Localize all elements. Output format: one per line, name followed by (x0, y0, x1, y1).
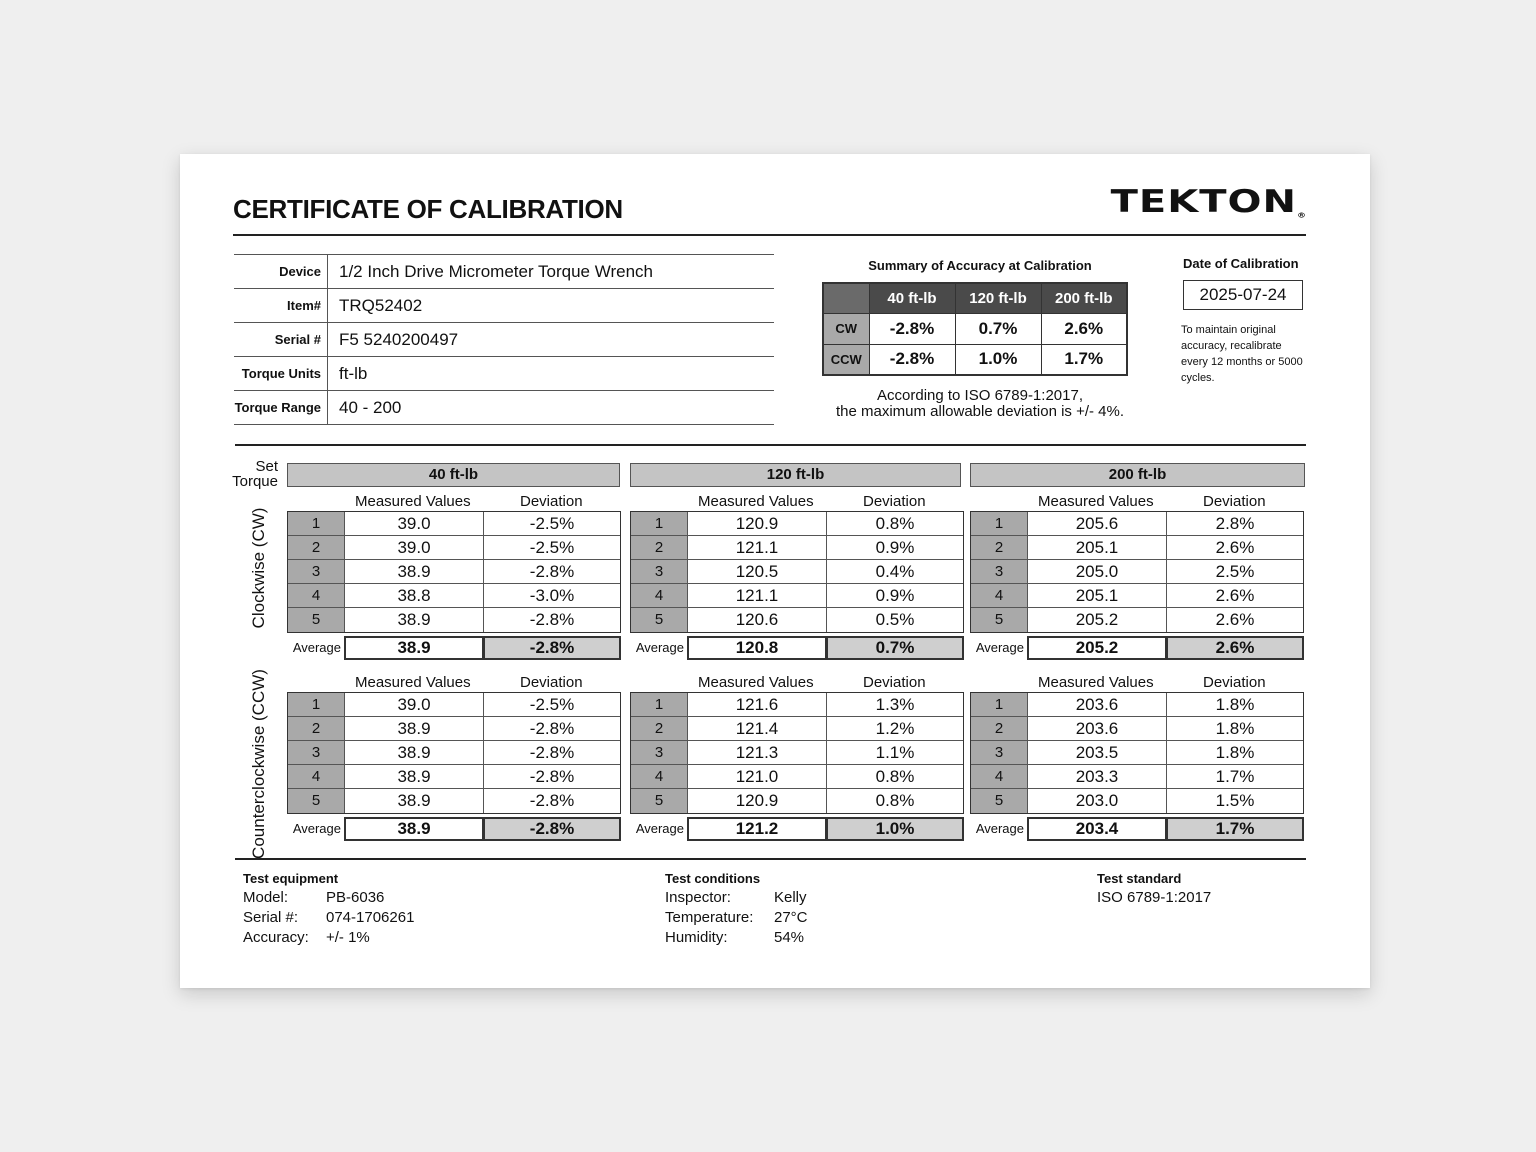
measured-value: 205.1 (1028, 536, 1167, 559)
deviation-value: -2.8% (529, 610, 575, 629)
deviation-value: 1.8% (1215, 719, 1255, 738)
measurement-row (631, 741, 963, 765)
row-index: 1 (971, 512, 1028, 535)
calibration-date-value: 2025-07-24 (1183, 280, 1303, 310)
set-torque-label (226, 459, 278, 489)
measured-value: 203.0 (1028, 789, 1167, 813)
measurement-row (288, 536, 620, 560)
average-value: 205.2 (1027, 636, 1167, 660)
average-value: 120.8 (687, 636, 827, 660)
row-index: 4 (288, 765, 345, 788)
average-row (630, 817, 964, 841)
info-value: TRQ52402 (339, 295, 423, 315)
deviation-value: 2.5% (1215, 562, 1255, 581)
summary-title: Summary of Accuracy at Calibration (868, 258, 1092, 273)
summary-row-ccw (823, 344, 1127, 375)
summary-value: -2.8% (869, 344, 955, 375)
measured-values-header: Measured Values (698, 493, 814, 510)
summary-value: 0.7% (955, 313, 1041, 344)
info-value: 40 - 200 (339, 397, 402, 417)
measurement-row (288, 584, 620, 608)
info-label: Device (234, 255, 328, 288)
average-deviation: -2.8% (483, 636, 621, 660)
measured-value: 205.1 (1028, 584, 1167, 607)
device-info-row (234, 357, 774, 391)
average-value: 121.2 (687, 817, 827, 841)
measurement-row (971, 560, 1303, 584)
row-index: 3 (288, 560, 345, 583)
measurement-row (288, 789, 620, 813)
row-index: 2 (288, 536, 345, 559)
deviation-header: Deviation (1203, 493, 1266, 510)
condition-label: Humidity: (665, 929, 728, 946)
deviation-value: 0.9% (875, 538, 915, 557)
measured-value: 120.9 (688, 789, 827, 813)
measured-value: 205.0 (1028, 560, 1167, 583)
row-index: 5 (631, 608, 688, 632)
measurement-row (971, 717, 1303, 741)
device-info-table (234, 254, 774, 425)
section-divider (235, 444, 1306, 446)
deviation-value: 0.8% (875, 767, 915, 786)
equipment-label: Model: (243, 889, 289, 906)
row-index: 1 (971, 693, 1028, 716)
average-label: Average (635, 821, 684, 836)
measurement-row (971, 512, 1303, 536)
row-index: 5 (288, 608, 345, 632)
average-label: Average (292, 640, 341, 655)
measured-value: 121.1 (688, 584, 827, 607)
measured-value: 121.4 (688, 717, 827, 740)
equipment-value: 074-1706261 (326, 909, 415, 926)
average-row (970, 817, 1304, 841)
measurement-row (971, 608, 1303, 632)
equipment-label: Accuracy: (243, 929, 309, 946)
measurement-row (631, 584, 963, 608)
measured-value: 38.9 (345, 560, 484, 583)
registered-mark: ® (1297, 212, 1306, 220)
average-deviation: 1.7% (1166, 817, 1304, 841)
row-index: 2 (631, 717, 688, 740)
deviation-value: -2.5% (529, 538, 575, 557)
average-label: Average (975, 640, 1024, 655)
measurement-row (288, 741, 620, 765)
measured-value: 121.3 (688, 741, 827, 764)
row-index: 1 (631, 693, 688, 716)
header-divider (233, 234, 1306, 236)
iso-note-line: According to ISO 6789-1:2017, (877, 387, 1083, 404)
calibration-date-title: Date of Calibration (1183, 256, 1299, 271)
measured-values-header: Measured Values (1038, 493, 1154, 510)
row-index: 3 (971, 560, 1028, 583)
info-value: ft-lb (339, 363, 368, 383)
measurement-row (971, 789, 1303, 813)
measurement-row (288, 512, 620, 536)
deviation-header: Deviation (520, 674, 583, 691)
measurement-grid (287, 511, 621, 633)
measurement-row (631, 608, 963, 632)
deviation-value: 1.5% (1215, 791, 1255, 810)
row-index: 2 (971, 717, 1028, 740)
row-index: 2 (288, 717, 345, 740)
measurement-grid (970, 511, 1304, 633)
equipment-label: Serial #: (243, 909, 299, 926)
measurement-row (631, 560, 963, 584)
accuracy-summary-table (822, 282, 1128, 376)
measured-values-header: Measured Values (355, 674, 471, 691)
deviation-value: 1.7% (1215, 767, 1255, 786)
measurement-row (288, 717, 620, 741)
measurement-grid (630, 511, 964, 633)
measurement-row (288, 693, 620, 717)
row-index: 4 (631, 765, 688, 788)
average-label: Average (292, 821, 341, 836)
deviation-value: 1.3% (875, 695, 915, 714)
average-row (287, 817, 621, 841)
deviation-header: Deviation (863, 493, 926, 510)
deviation-value: 2.6% (1215, 586, 1255, 605)
deviation-value: 0.8% (875, 514, 915, 533)
average-value: 38.9 (344, 636, 484, 660)
iso-deviation-note (802, 388, 1158, 420)
torque-column-header: 200 ft-lb (970, 463, 1305, 487)
deviation-header: Deviation (520, 493, 583, 510)
row-index: 3 (971, 741, 1028, 764)
set-torque-line: Set (255, 458, 278, 475)
condition-value: Kelly (774, 889, 807, 906)
measured-value: 203.3 (1028, 765, 1167, 788)
summary-column-header: 200 ft-lb (1041, 283, 1127, 313)
measurement-grid (287, 692, 621, 814)
average-label: Average (975, 821, 1024, 836)
deviation-header: Deviation (863, 674, 926, 691)
measurement-row (631, 536, 963, 560)
deviation-value: 2.6% (1215, 538, 1255, 557)
footer-divider (235, 858, 1306, 860)
average-deviation: 1.0% (826, 817, 964, 841)
measured-value: 121.1 (688, 536, 827, 559)
summary-column-header: 40 ft-lb (869, 283, 955, 313)
test-conditions-title: Test conditions (665, 871, 761, 886)
measured-value: 121.6 (688, 693, 827, 716)
deviation-value: 2.6% (1215, 610, 1255, 629)
measured-value: 38.8 (345, 584, 484, 607)
average-deviation: 0.7% (826, 636, 964, 660)
deviation-value: -3.0% (529, 586, 575, 605)
measured-value: 120.6 (688, 608, 827, 632)
measurement-row (971, 765, 1303, 789)
measurement-grid (970, 692, 1304, 814)
average-value: 38.9 (344, 817, 484, 841)
row-index: 5 (631, 789, 688, 813)
row-index: 4 (631, 584, 688, 607)
row-index: 5 (971, 608, 1028, 632)
device-info-row (234, 391, 774, 425)
condition-value: 54% (774, 929, 805, 946)
deviation-value: -2.8% (529, 743, 575, 762)
deviation-value: -2.8% (529, 562, 575, 581)
brand-name: TEKTON (1110, 184, 1297, 220)
device-info-row (234, 255, 774, 289)
test-equipment-title: Test equipment (243, 871, 339, 886)
deviation-value: 0.4% (875, 562, 915, 581)
deviation-value: -2.5% (529, 514, 575, 533)
measurement-row (631, 693, 963, 717)
row-index: 2 (971, 536, 1028, 559)
measured-value: 39.0 (345, 536, 484, 559)
set-torque-line: Torque (232, 473, 278, 490)
measurement-row (631, 789, 963, 813)
average-label: Average (635, 640, 684, 655)
measurement-row (288, 608, 620, 632)
brand-logo (1111, 184, 1306, 220)
certificate-title: CERTIFICATE OF CALIBRATION (233, 194, 623, 224)
measured-values-header: Measured Values (355, 493, 471, 510)
measurement-row (631, 765, 963, 789)
iso-note-line: the maximum allowable deviation is +/- 4%. (835, 403, 1125, 420)
torque-column-header: 120 ft-lb (630, 463, 961, 487)
average-deviation: 2.6% (1166, 636, 1304, 660)
row-index: 4 (971, 584, 1028, 607)
certificate-sheet (180, 154, 1370, 988)
info-label: Item# (234, 289, 328, 322)
equipment-value: PB-6036 (326, 889, 385, 906)
recalibration-note: To maintain original accuracy, recalibrate every 12 months or 5000 cycles. (1181, 324, 1303, 384)
measured-value: 39.0 (345, 693, 484, 716)
info-label: Serial # (234, 323, 328, 356)
torque-column-header: 40 ft-lb (287, 463, 620, 487)
measurement-grid (630, 692, 964, 814)
info-value: 1/2 Inch Drive Micrometer Torque Wrench (339, 261, 653, 281)
deviation-value: -2.8% (529, 719, 575, 738)
summary-value: 1.0% (955, 344, 1041, 375)
measured-value: 203.5 (1028, 741, 1167, 764)
info-value: F5 5240200497 (339, 329, 459, 349)
test-standard-value: ISO 6789-1:2017 (1097, 889, 1212, 906)
measured-value: 120.9 (688, 512, 827, 535)
deviation-value: 1.2% (875, 719, 915, 738)
measured-values-header: Measured Values (1038, 674, 1154, 691)
row-index: 5 (288, 789, 345, 813)
summary-corner-cell (823, 283, 869, 313)
average-row (970, 636, 1304, 660)
deviation-value: 0.8% (875, 791, 915, 810)
average-deviation: -2.8% (483, 817, 621, 841)
row-index: 3 (631, 741, 688, 764)
summary-column-header: 120 ft-lb (955, 283, 1041, 313)
row-index: 4 (971, 765, 1028, 788)
measurement-row (971, 741, 1303, 765)
row-index: 1 (288, 693, 345, 716)
equipment-value: +/- 1% (326, 929, 370, 946)
info-label: Torque Range (234, 391, 328, 424)
device-info-row (234, 289, 774, 323)
row-index: 1 (288, 512, 345, 535)
summary-row-cw (823, 313, 1127, 344)
row-index: 5 (971, 789, 1028, 813)
summary-row-label: CCW (823, 344, 869, 375)
summary-header-row (823, 283, 1127, 313)
measurement-row (971, 584, 1303, 608)
deviation-value: 2.8% (1215, 514, 1255, 533)
condition-label: Inspector: (665, 889, 731, 906)
measured-value: 203.6 (1028, 693, 1167, 716)
measured-value: 205.2 (1028, 608, 1167, 632)
summary-value: -2.8% (869, 313, 955, 344)
direction-label-cw: Clockwise (CW) (249, 507, 268, 629)
measured-value: 38.9 (345, 717, 484, 740)
measurement-row (631, 512, 963, 536)
measured-value: 205.6 (1028, 512, 1167, 535)
summary-value: 2.6% (1041, 313, 1127, 344)
measured-value: 120.5 (688, 560, 827, 583)
measurement-row (288, 560, 620, 584)
row-index: 3 (631, 560, 688, 583)
measured-value: 38.9 (345, 765, 484, 788)
deviation-header: Deviation (1203, 674, 1266, 691)
row-index: 2 (631, 536, 688, 559)
measured-value: 203.6 (1028, 717, 1167, 740)
deviation-value: 0.9% (875, 586, 915, 605)
measured-value: 121.0 (688, 765, 827, 788)
average-value: 203.4 (1027, 817, 1167, 841)
measurement-row (288, 765, 620, 789)
deviation-value: 1.1% (875, 743, 915, 762)
summary-value: 1.7% (1041, 344, 1127, 375)
measured-value: 38.9 (345, 741, 484, 764)
measurement-row (971, 693, 1303, 717)
measured-value: 39.0 (345, 512, 484, 535)
measurement-row (971, 536, 1303, 560)
deviation-value: -2.8% (529, 791, 575, 810)
info-label: Torque Units (234, 357, 328, 390)
row-index: 1 (631, 512, 688, 535)
measured-value: 38.9 (345, 608, 484, 632)
measured-values-header: Measured Values (698, 674, 814, 691)
deviation-value: -2.8% (529, 767, 575, 786)
direction-label-ccw: Counterclockwise (CCW) (249, 669, 268, 859)
measurement-row (631, 717, 963, 741)
row-index: 3 (288, 741, 345, 764)
average-row (287, 636, 621, 660)
test-standard-title: Test standard (1097, 871, 1182, 886)
measured-value: 38.9 (345, 789, 484, 813)
deviation-value: -2.5% (529, 695, 575, 714)
device-info-row (234, 323, 774, 357)
average-row (630, 636, 964, 660)
deviation-value: 0.5% (875, 610, 915, 629)
deviation-value: 1.8% (1215, 695, 1255, 714)
condition-value: 27°C (774, 909, 808, 926)
condition-label: Temperature: (665, 909, 754, 926)
row-index: 4 (288, 584, 345, 607)
deviation-value: 1.8% (1215, 743, 1255, 762)
summary-row-label: CW (823, 313, 869, 344)
